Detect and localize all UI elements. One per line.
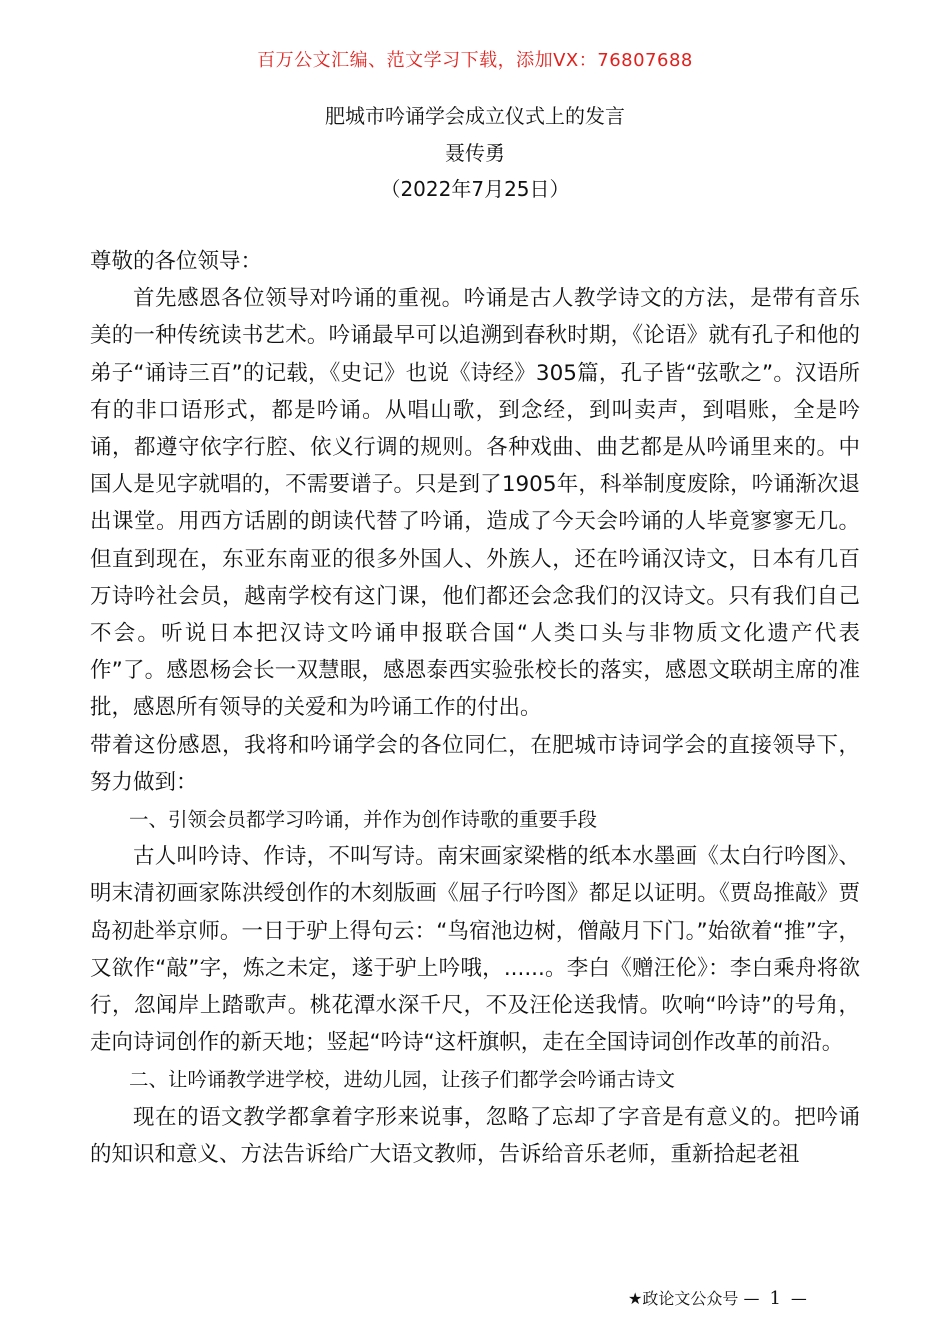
footer-dash-left: — bbox=[743, 1289, 760, 1308]
paragraph-2: 带着这份感恩，我将和吟诵学会的各位同仁，在肥城市诗词学会的直接领导下，努力做到： bbox=[90, 732, 860, 795]
author-name: 聂传勇 bbox=[445, 141, 505, 165]
page-footer bbox=[628, 1286, 807, 1309]
section-heading-1: 一、引领会员都学习吟诵，并作为创作诗歌的重要手段 bbox=[129, 808, 598, 832]
speech-date: （2022年7月25日） bbox=[380, 177, 570, 201]
page-number: 1 bbox=[769, 1288, 781, 1309]
promo-banner: 百万公文汇编、范文学习下载，添加VX：76807688 bbox=[257, 50, 693, 71]
salutation: 尊敬的各位领导： bbox=[90, 249, 263, 274]
footer-dash-right: — bbox=[790, 1289, 807, 1308]
footer-source: ★政论文公众号 bbox=[628, 1289, 739, 1308]
paragraph-4: 现在的语文教学都拿着字形来说事，忽略了忘却了字音是有意义的。把吟诵的知识和意义、方法告诉给广大语文教师，告诉给音乐老师，重新拾起老祖 bbox=[90, 1104, 860, 1167]
speech-body bbox=[90, 243, 860, 1173]
paragraph-3: 古人叫吟诗、作诗，不叫写诗。南宋画家梁楷的纸本水墨画《太白行吟图》、明末清初画家陈洪绶创作的木刻版画《屈子行吟图》都足以证明。《贾岛推敲》贾岛初赴举京师。一日于驴上得句云：“鸟宿池边树，僧敲月下门。”始欲着“推”字，又欲作“敲”字，炼之未定，遂于驴上吟哦，......。李白《赠汪伦》：李白乘舟将欲行，忽闻岸上踏歌声。桃花潭水深千尺，不及汪伦送我情。吹响“吟诗”的号角，走向诗词创作的新天地；竖起“吟诗“这杆旗帜，走在全国诗词创作改革的前沿。 bbox=[90, 844, 860, 1056]
paragraph-1: 首先感恩各位领导对吟诵的重视。吟诵是古人教学诗文的方法，是带有音乐美的一种传统读书艺术。吟诵最早可以追溯到春秋时期，《论语》就有孔子和他的弟子“诵诗三百”的记载，《史记》也说《诗经》305篇，孔子皆“弦歌之”。汉语所有的非口语形式，都是吟诵。从唱山歌，到念经，到叫卖声，到唱账，全是吟诵，都遵守依字行腔、依义行调的规则。各种戏曲、曲艺都是从吟诵里来的。中国人是见字就唱的，不需要谱子。只是到了1905年，科举制度废除，吟诵渐次退出课堂。用西方话剧的朗读代替了吟诵，造成了今天会吟诵的人毕竟寥寥无几。但直到现在，东亚东南亚的很多外国人、外族人，还在吟诵汉诗文，日本有几百万诗吟社会员，越南学校有这门课，他们都还会念我们的汉诗文。只有我们自己不会。听说日本把汉诗文吟诵申报联合国“人类口头与非物质文化遗产代表作”了。感恩杨会长一双慧眼，感恩泰西实验张校长的落实，感恩文联胡主席的准批，感恩所有领导的关爱和为吟诵工作的付出。 bbox=[90, 286, 860, 721]
section-heading-2: 二、让吟诵教学进学校，进幼儿园，让孩子们都学会吟诵古诗文 bbox=[129, 1068, 676, 1092]
speech-title: 肥城市吟诵学会成立仪式上的发言 bbox=[325, 104, 625, 128]
